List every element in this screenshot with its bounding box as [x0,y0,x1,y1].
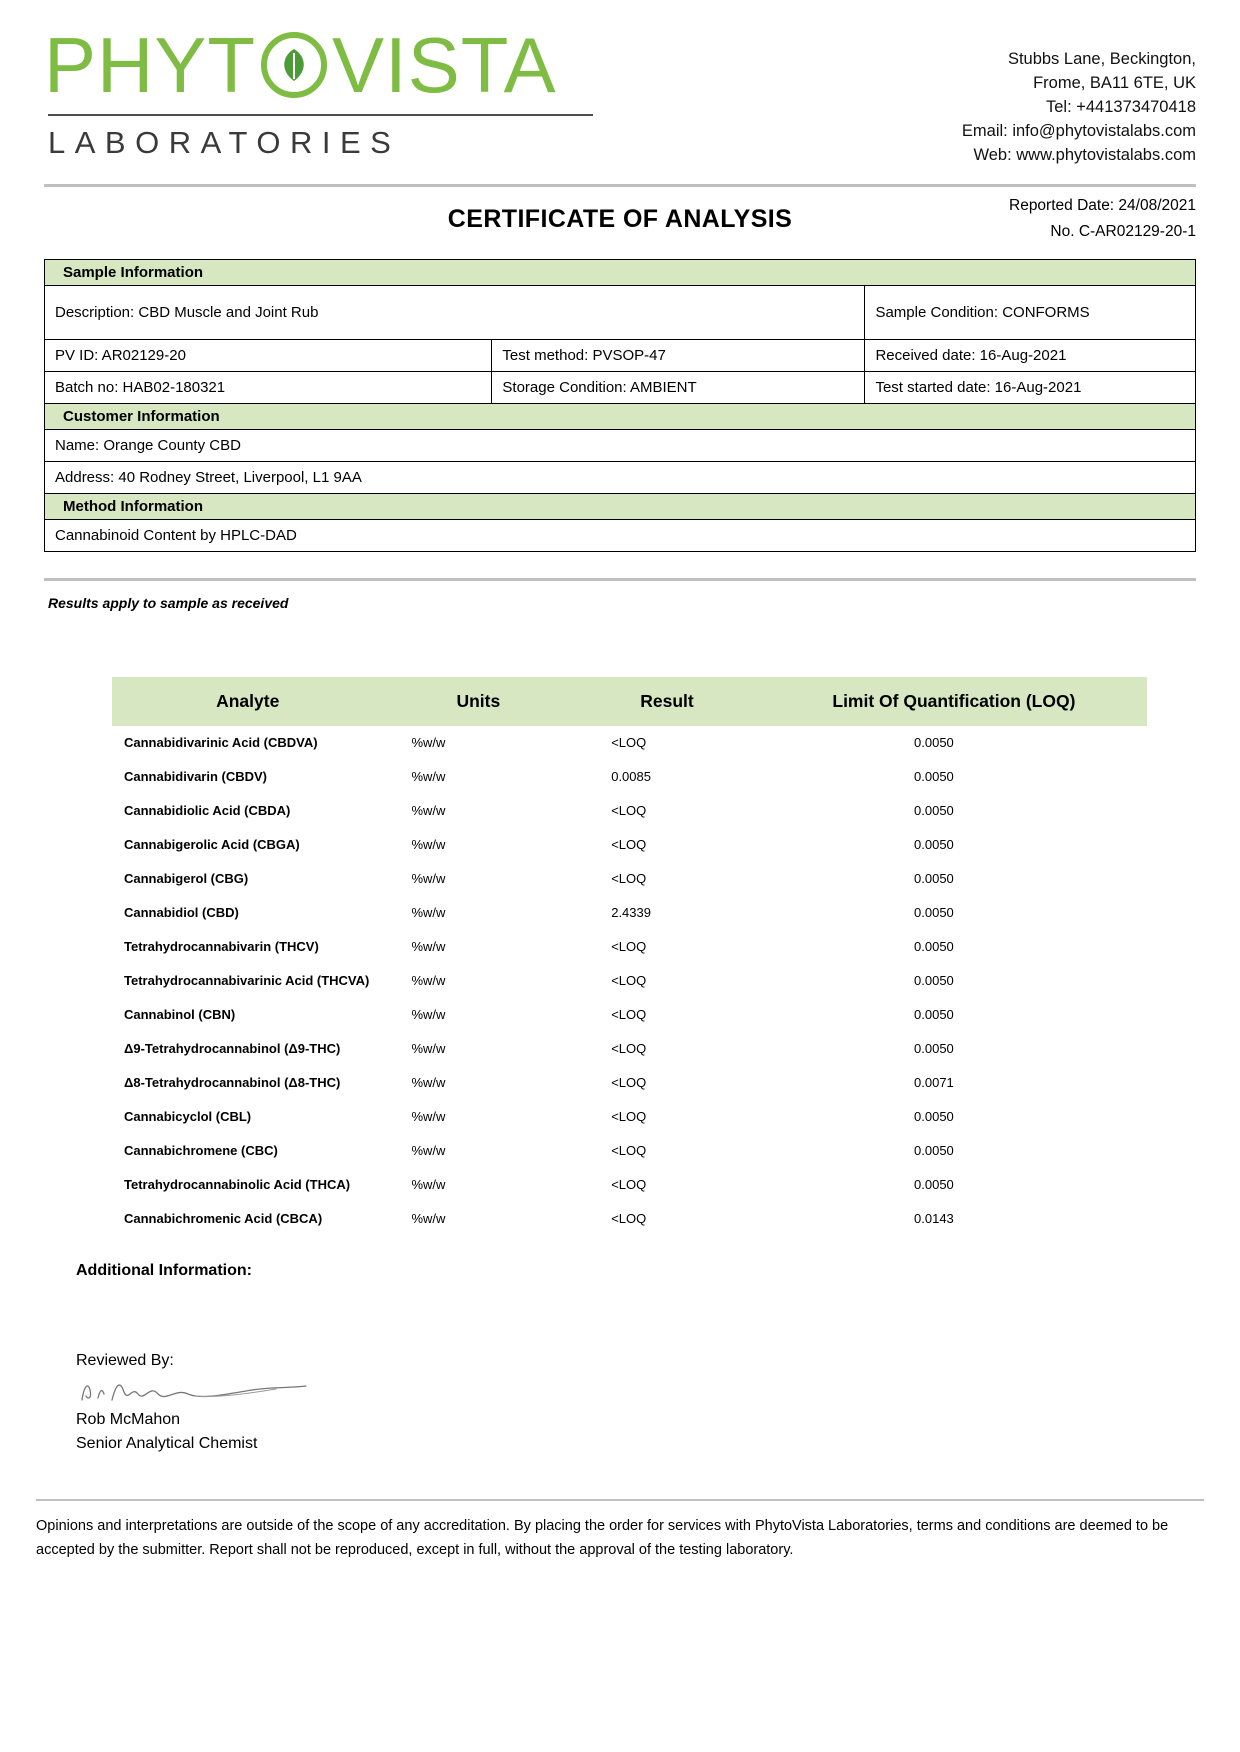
cell-analyte: Cannabichromene (CBC) [124,1143,278,1159]
cell-units: %w/w [411,905,446,921]
table-row [112,1032,1147,1066]
cell-result: <LOQ [611,939,647,955]
page-title: CERTIFICATE OF ANALYSIS [447,204,793,233]
table-row [112,794,1147,828]
customer-address: Address: 40 Rodney Street, Liverpool, L1 9AA [45,461,1196,493]
table-row [112,964,1147,998]
table-row [45,519,1196,551]
table-row [45,429,1196,461]
cell-loq: 0.0050 [914,871,954,887]
cell-units: %w/w [411,871,446,887]
contact-line-address2: Frome, BA11 6TE, UK [1033,73,1196,92]
cell-analyte: Cannabidivarin (CBDV) [124,769,268,785]
footer-divider [36,1499,1204,1501]
cell-loq: 0.0050 [914,1109,954,1125]
cell-loq: 0.0050 [914,1007,954,1023]
reviewed-by-label: Reviewed By: [76,1351,174,1369]
cell-units: %w/w [411,1177,446,1193]
cell-analyte: Δ9-Tetrahydrocannabinol (Δ9-THC) [124,1041,341,1057]
table-row [45,285,1196,339]
customer-name: Name: Orange County CBD [45,429,1196,461]
cell-loq: 0.0050 [914,1143,954,1159]
cell-result: <LOQ [611,1177,647,1193]
cell-analyte: Cannabigerol (CBG) [124,871,249,887]
test-method: Test method: PVSOP-47 [492,339,865,371]
brand-name-part2: VISTA [332,21,557,109]
cell-loq: 0.0050 [914,803,954,819]
table-row [45,403,1196,429]
cell-units: %w/w [411,735,446,751]
pv-id: PV ID: AR02129-20 [45,339,492,371]
cell-loq: 0.0050 [914,735,954,751]
cell-analyte: Cannabidiol (CBD) [124,905,239,921]
method-information-band: Method Information [45,493,1196,519]
cell-units: %w/w [411,939,446,955]
table-row [112,930,1147,964]
method-description: Cannabinoid Content by HPLC-DAD [45,519,1196,551]
storage-condition: Storage Condition: AMBIENT [492,371,865,403]
header-loq: Limit Of Quantification (LOQ) [761,677,1147,726]
leaf-icon [258,29,330,101]
cell-result: 0.0085 [611,769,651,785]
cell-units: %w/w [411,837,446,853]
cell-units: %w/w [411,1007,446,1023]
cell-units: %w/w [411,1041,446,1057]
table-row [112,1100,1147,1134]
cell-result: <LOQ [611,803,647,819]
table-row [112,862,1147,896]
certificate-number: No. C-AR02129-20-1 [1050,222,1196,240]
cell-loq: 0.0050 [914,905,954,921]
page-header [0,0,1240,168]
sample-condition: Sample Condition: CONFORMS [865,285,1196,339]
brand-logo [44,21,664,161]
brand-wordmark [44,21,664,109]
cell-loq: 0.0050 [914,769,954,785]
cell-loq: 0.0050 [914,939,954,955]
results-note: Results apply to sample as received [48,594,289,611]
table-row [45,461,1196,493]
cell-analyte: Tetrahydrocannabivarinic Acid (THCVA) [124,973,370,989]
cell-result: <LOQ [611,837,647,853]
cell-analyte: Cannabinol (CBN) [124,1007,236,1023]
cell-analyte: Cannabigerolic Acid (CBGA) [124,837,300,853]
signature-image [76,1374,336,1408]
reviewer-name: Rob McMahon [76,1410,181,1428]
cell-loq: 0.0050 [914,1041,954,1057]
disclaimer-text: Opinions and interpretations are outside of the scope of any accreditation. By placing the order for services with PhytoVista Laboratories, terms and conditions are deemed to be accepted by the submitter. Report shall not be reproduced, except in full, without the approval of the testing laboratory. [36,1518,1169,1558]
contact-line-email: Email: info@phytovistalabs.com [961,121,1196,140]
cell-result: <LOQ [611,973,647,989]
cell-result: <LOQ [611,1007,647,1023]
brand-subtitle: LABORATORIES [48,125,401,160]
cell-loq: 0.0071 [914,1075,954,1091]
table-row [112,726,1147,760]
cell-units: %w/w [411,973,446,989]
results-table [112,677,1147,1236]
cell-analyte: Cannabidivarinic Acid (CBDVA) [124,735,318,751]
logo-divider [48,114,593,116]
table-row [45,259,1196,285]
additional-information-label: Additional Information: [76,1261,252,1279]
cell-analyte: Cannabicyclol (CBL) [124,1109,252,1125]
table-row [112,760,1147,794]
cell-analyte: Tetrahydrocannabinolic Acid (THCA) [124,1177,351,1193]
customer-information-band: Customer Information [45,403,1196,429]
cell-analyte: Δ8-Tetrahydrocannabinol (Δ8-THC) [124,1075,341,1091]
received-date: Received date: 16-Aug-2021 [865,339,1196,371]
table-row [112,1066,1147,1100]
table-row [112,896,1147,930]
cell-analyte: Cannabichromenic Acid (CBCA) [124,1211,323,1227]
cell-result: <LOQ [611,1211,647,1227]
cell-result: <LOQ [611,1041,647,1057]
cell-loq: 0.0143 [914,1211,954,1227]
cell-result: <LOQ [611,1143,647,1159]
contact-line-web: Web: www.phytovistalabs.com [973,145,1196,164]
cell-loq: 0.0050 [914,973,954,989]
cell-result: <LOQ [611,1075,647,1091]
cell-units: %w/w [411,769,446,785]
table-row [112,828,1147,862]
title-row [0,187,1240,245]
cell-loq: 0.0050 [914,837,954,853]
test-started-date: Test started date: 16-Aug-2021 [865,371,1196,403]
sample-info-table [44,259,1196,552]
brand-name-part1: PHYT [44,21,257,109]
table-row [45,371,1196,403]
cell-units: %w/w [411,1075,446,1091]
cell-result: <LOQ [611,1109,647,1125]
header-result: Result [573,677,761,726]
table-row [45,493,1196,519]
table-row [112,998,1147,1032]
table-row [112,1168,1147,1202]
header-units: Units [383,677,573,726]
cell-result: <LOQ [611,735,647,751]
results-section [0,677,1240,1236]
table-header-row [112,677,1147,726]
cell-analyte: Tetrahydrocannabivarin (THCV) [124,939,319,955]
cell-result: <LOQ [611,871,647,887]
cell-result: 2.4339 [611,905,651,921]
table-row [112,1202,1147,1236]
cell-loq: 0.0050 [914,1177,954,1193]
header-analyte: Analyte [112,677,383,726]
table-row [112,1134,1147,1168]
cell-units: %w/w [411,1109,446,1125]
sample-information-band: Sample Information [45,259,1196,285]
reviewer-title: Senior Analytical Chemist [76,1435,258,1453]
sample-description: Description: CBD Muscle and Joint Rub [45,285,865,339]
report-meta [1009,193,1196,246]
cell-units: %w/w [411,1211,446,1227]
contact-line-tel: Tel: +441373470418 [1045,97,1196,116]
cell-units: %w/w [411,803,446,819]
reported-date: Reported Date: 24/08/2021 [1009,196,1196,214]
table-row [45,339,1196,371]
cell-analyte: Cannabidiolic Acid (CBDA) [124,803,291,819]
cell-units: %w/w [411,1143,446,1159]
batch-no: Batch no: HAB02-180321 [45,371,492,403]
contact-line-address1: Stubbs Lane, Beckington, [1007,50,1196,68]
lab-contact-block [896,26,1196,168]
section-divider [44,578,1196,581]
